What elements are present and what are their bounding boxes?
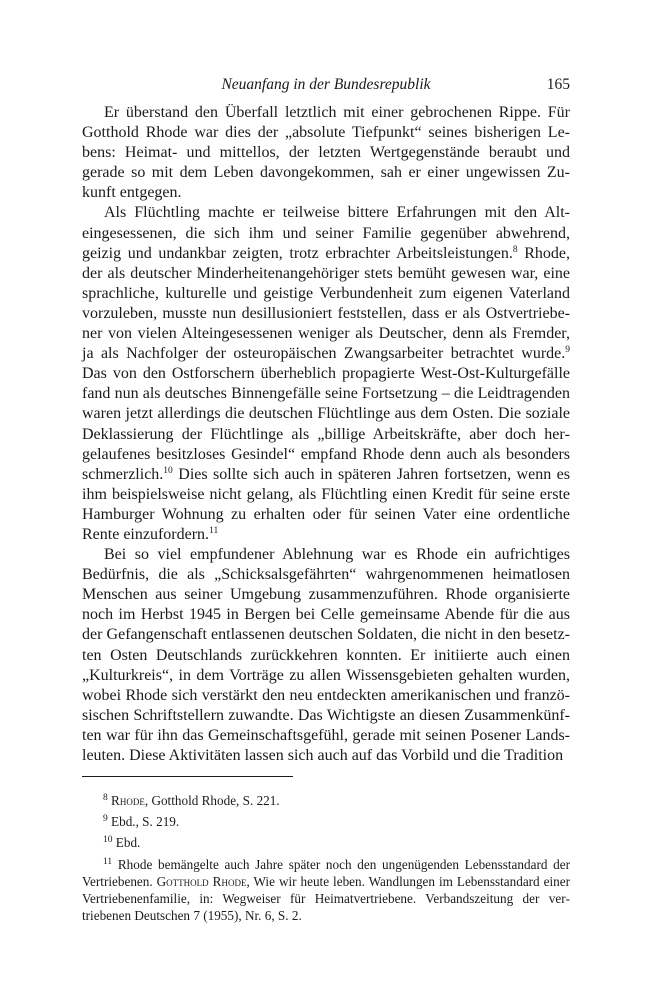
paragraph-1 [82, 103, 570, 203]
paragraph-2-part-d: Dies sollte sich auch in späteren Jahren fortsetzen, wenn es ihm beispielsweise nicht gelang, als Flüchtling einen Kredit für seine erste Hamburger Wohnung zu erhalten oder für seinen Vater eine ordentliche Rente einzufordern. [82, 465, 570, 543]
footnote-author: Rhode [111, 793, 145, 808]
footnote-number: 10 [103, 835, 113, 846]
footnote-divider [82, 776, 293, 777]
footnote-ref-8: 8 [512, 244, 518, 255]
footnote-8 [82, 792, 570, 809]
page-number: 165 [546, 76, 570, 93]
footnote-text: , Gotthold Rhode, S. 221. [144, 793, 280, 808]
footnote-ref-9: 9 [565, 345, 570, 356]
paragraph-2-part-a: Als Flüchtling machte er teilweise bittere Erfahrungen mit den Alteingesessenen, die sich ihm und seiner Familie gegenüber abwehrend, geizig und undankbar zeigten, trotz erbrachter Arbeitsleistungen. [82, 204, 570, 262]
footnotes [82, 792, 570, 924]
footnote-author: Gotthold Rhode [156, 873, 247, 889]
paragraph-1-text: Er überstand den Überfall letztlich mit einer gebrochenen Rippe. Für Gotthold Rhode war dies der „absolute Tiefpunkt“ seines bisherigen Lebens: Heimat- und mittellos, der letzten Wertgegenstände beraubt und gerade so mit dem Leben davongekommen, sah er einer ungewissen Zukunft entgegen. [82, 104, 570, 202]
footnote-text-b: , Wie wir heute leben. Wandlungen im Lebensstandard einer Vertriebenenfamilie, in: Wegweiser für Heimatvertriebene. Verbandszeitung der vertriebenen Deutschen 7 (1955), Nr. 6, S. 2. [82, 873, 570, 924]
footnote-ref-10: 10 [163, 465, 173, 476]
footnote-number: 8 [103, 792, 108, 803]
paragraph-2 [82, 203, 570, 545]
running-head [82, 74, 570, 96]
footnote-text-a: Rhode bemängelte auch Jahre später noch den ungenügenden Lebensstandard der Vertriebenen. [82, 856, 571, 889]
running-title: Neuanfang in der Bundesrepublik [221, 76, 431, 93]
paragraph-2-part-c: Das von den Ostforschern überheblich propagierte West-Ost-Kulturgefälle fand nun als deutsches Binnengefälle seine Fortsetzung – die Leidtragenden waren jetzt allerdings die deutschen Flüchtlinge aus dem Osten. Die soziale Deklassierung der Flüchtlinge als „billige Arbeitskräfte, aber doch hergelaufenes besitzloses Gesindel“ empfand Rhode denn auch als besonders schmerzlich. [82, 365, 570, 483]
footnote-text: Ebd., S. 219. [111, 814, 180, 830]
footnote-text: Ebd. [115, 835, 141, 851]
paragraph-2-part-b: Rhode, der als deutscher Minderheitenangehöriger stets bemüht gewesen war, eine sprachliche, kulturelle und geistige Verbundenheit zum eigenen Vaterland vorzuleben, musste nun desillusioniert feststellen, dass er als Ostvertriebener von vielen Alteingesessenen weniger als Deutscher, denn als Fremder, ja als Nachfolger der osteuropäischen Zwangsarbeiter betrachtet wurde. [82, 244, 570, 363]
footnote-9 [82, 813, 570, 830]
footnote-11 [82, 856, 570, 925]
footnote-10 [82, 834, 570, 851]
footnote-ref-11: 11 [209, 526, 219, 537]
footnote-number: 11 [103, 856, 113, 867]
body-text [82, 103, 570, 766]
paragraph-3-text: Bei so viel empfundener Ablehnung war es Rhode ein aufrichtiges Bedürfnis, die als „Schicksalsgefährten“ wahrgenommenen heimatlosen Menschen aus seiner Umgebung zusammenzuführen. Rhode organisierte noch im Herbst 1945 in Bergen bei Celle gemeinsame Abende für die aus der Gefangenschaft entlassenen deutschen Soldaten, die nicht in den besetzten Osten Deutschlands zurückkehren konnten. Er initiierte auch einen „Kulturkreis“, in dem Vorträge zu allen Wissensgebieten gehalten wurden, wobei Rhode sich verstärkt den neu entdeckten amerikanischen und französischen Schriftstellern zuwandte. Das Wichtigste an diesen Zusammenkünften war für ihn das Gemeinschaftsgefühl, gerade mit seinen Posener Landsleuten. Diese Aktivitäten lassen sich auch auf das Vorbild und die Tradition [82, 546, 570, 764]
footnote-number: 9 [103, 813, 108, 824]
paragraph-3 [82, 545, 570, 766]
